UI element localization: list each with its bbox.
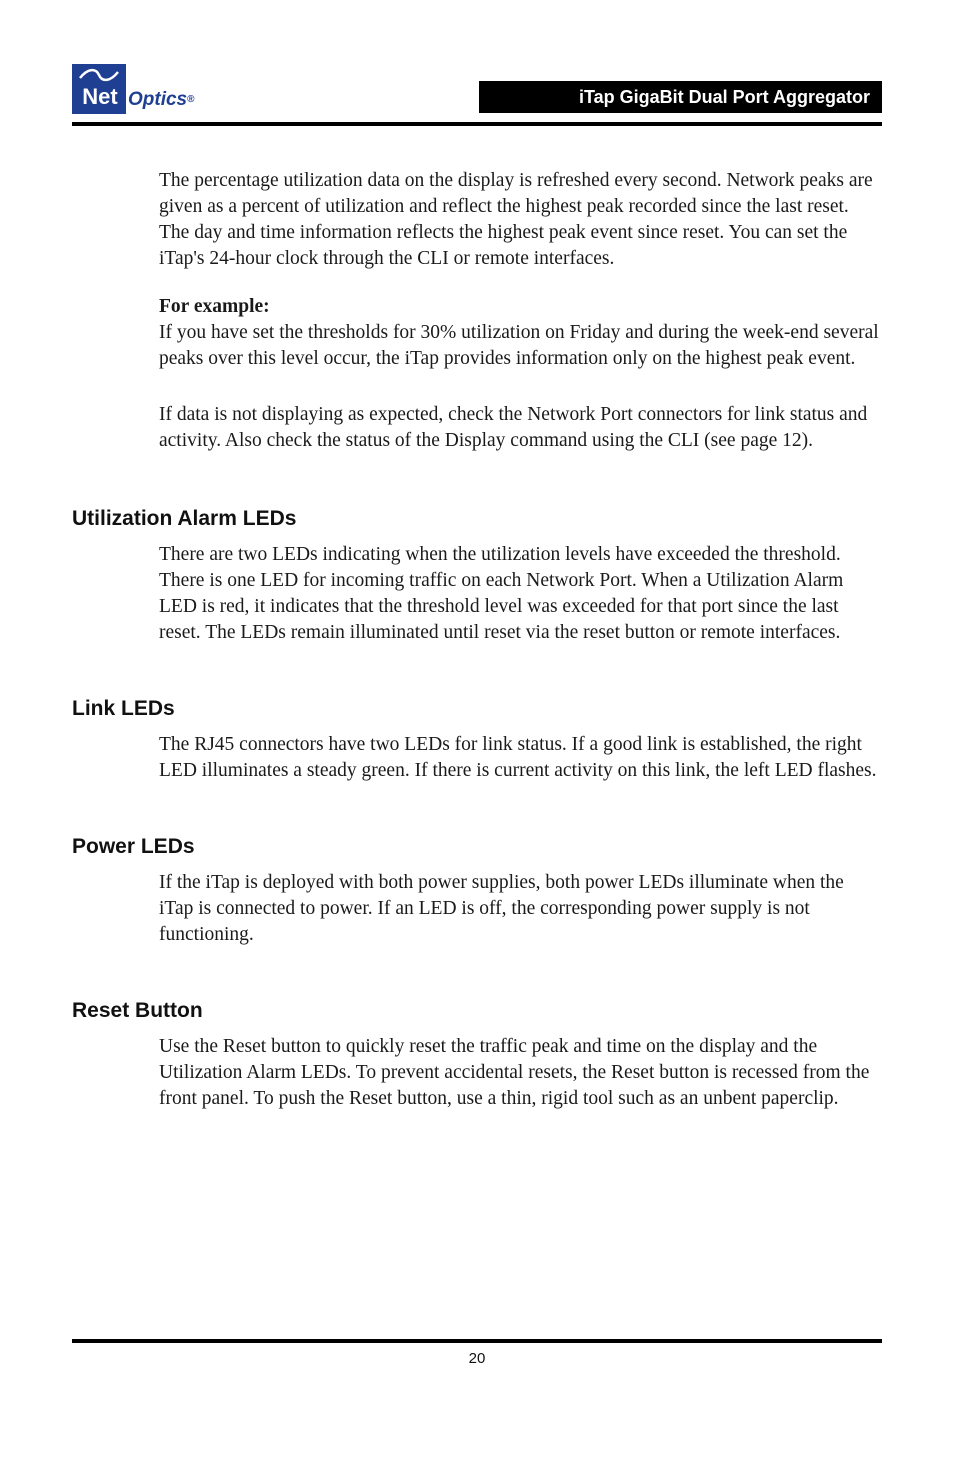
wave-icon bbox=[78, 68, 120, 82]
logo-optics-text: Optics® bbox=[128, 89, 195, 110]
section-body-power-leds: If the iTap is deployed with both power supplies, both power LEDs illuminate when the iTap is connected to power. If an LED is off, the corresponding power supply is not functioning. bbox=[159, 872, 844, 945]
example-paragraph: If you have set the thresholds for 30% utilization on Friday and during the week-end several peaks over this level occur, the iTap provides information only on the highest peak event. bbox=[159, 322, 879, 369]
footer-divider bbox=[72, 1339, 882, 1343]
section-title-utilization-alarm-leds: Utilization Alarm LEDs bbox=[72, 507, 297, 530]
section-body-utilization-alarm-leds: There are two LEDs indicating when the utilization levels have exceeded the threshold. There is one LED for incoming traffic on each Network Port. When a Utilization Alarm LED is red, it indicates that the threshold level was exceeded for that port since the last reset. The LEDs remain illuminated until reset via the reset button or remote interfaces. bbox=[159, 544, 844, 643]
registered-mark: ® bbox=[187, 94, 195, 105]
netoptics-logo bbox=[72, 64, 242, 116]
header-divider bbox=[72, 122, 882, 126]
page-number: 20 bbox=[468, 1350, 486, 1367]
example-label: For example: bbox=[159, 296, 270, 317]
section-title-reset-button: Reset Button bbox=[72, 999, 203, 1022]
page-content bbox=[72, 168, 882, 1112]
troubleshoot-paragraph: If data is not displaying as expected, check the Network Port connectors for link status and activity. Also check the status of the Display command using the CLI (see page 12). bbox=[159, 404, 868, 451]
section-title-power-leds: Power LEDs bbox=[72, 835, 195, 858]
section-title-link-leds: Link LEDs bbox=[72, 697, 175, 720]
section-body-reset-button: Use the Reset button to quickly reset the traffic peak and time on the display and the Utilization Alarm LEDs. To prevent accidental resets, the Reset button is recessed from the front panel. To push the Reset button, use a thin, rigid tool such as an unbent paperclip. bbox=[159, 1036, 870, 1109]
logo-mark bbox=[72, 64, 126, 114]
logo-net-text: Net bbox=[82, 84, 118, 109]
intro-paragraph: The percentage utilization data on the display is refreshed every second. Network peaks are given as a percent of utilization and reflect the highest peak recorded since the last reset. The day and time information reflects the highest peak event since reset. You can set the iTap's 24-hour clock through the CLI or remote interfaces. bbox=[159, 170, 873, 269]
section-body-link-leds: The RJ45 connectors have two LEDs for link status. If a good link is established, the right LED illuminates a steady green. If there is current activity on this link, the left LED flashes. bbox=[159, 734, 877, 781]
product-title: iTap GigaBit Dual Port Aggregator bbox=[479, 81, 882, 113]
